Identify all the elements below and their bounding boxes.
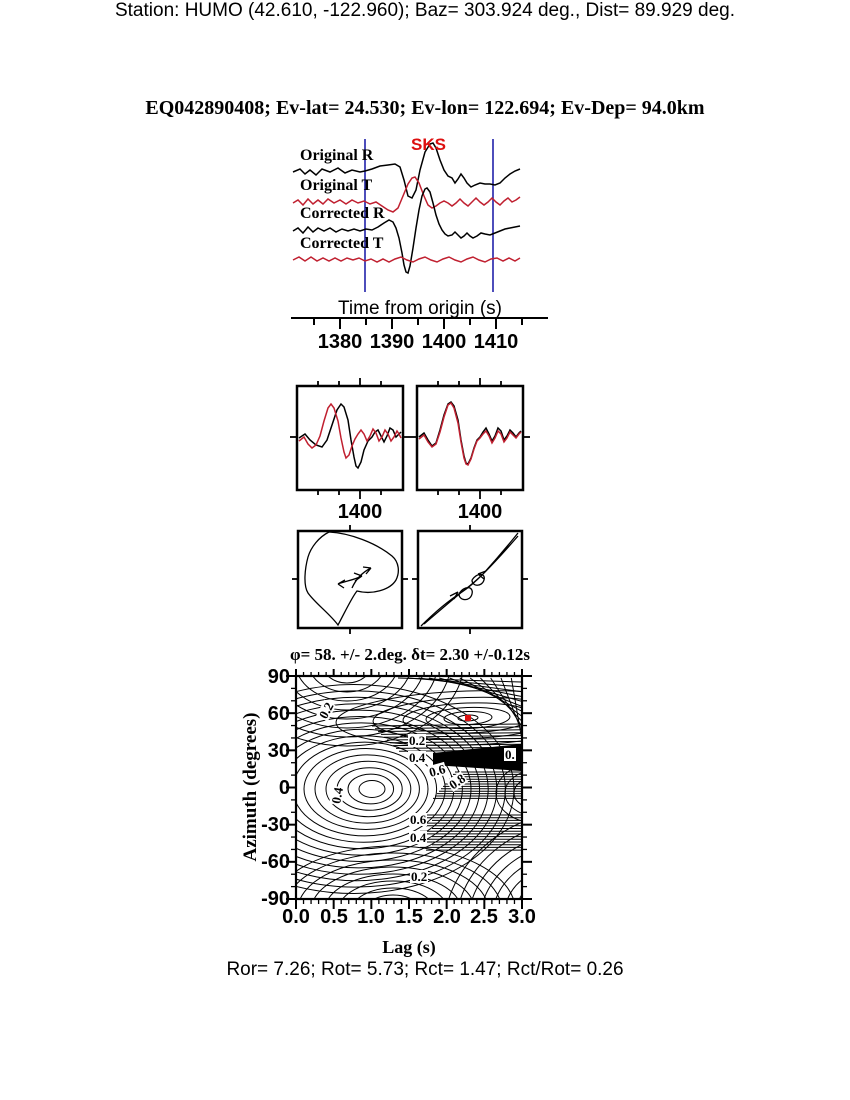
contour-ylabel: Azimuth (degrees) xyxy=(240,712,261,862)
x-tick-10: 1.0 xyxy=(357,906,385,928)
station-line: Station: HUMO (42.610, -122.960); Baz= 303.924 deg., Dist= 89.929 deg. xyxy=(114,0,735,21)
trace-label-corrected-r: Corrected R xyxy=(300,205,385,222)
time-tick-1400: 1400 xyxy=(421,331,467,353)
comparison-left-tick: 1400 xyxy=(337,501,383,523)
corrected-t-trace xyxy=(293,257,520,262)
comparison-corrected-box xyxy=(410,378,530,499)
trace-label-original-t: Original T xyxy=(300,177,373,194)
time-axis-label: Time from origin (s) xyxy=(338,298,502,319)
trace-label-original-r: Original R xyxy=(300,147,374,164)
comparison-right-tick: 1400 xyxy=(457,501,503,523)
contour-label-04-left: 0.4 xyxy=(328,786,346,805)
x-tick-05: 0.5 xyxy=(320,906,348,928)
slow-pulse-uncorrected xyxy=(299,404,401,468)
contour-label-06-upper: 0.6 xyxy=(427,761,447,780)
contour-family-bottomright xyxy=(408,774,681,1036)
particle-motion-corrected-box xyxy=(412,525,528,634)
contour-label-0-edge: 0. xyxy=(505,747,515,762)
time-tick-1410: 1410 xyxy=(473,331,519,353)
time-tick-1390: 1390 xyxy=(369,331,415,353)
x-tick-15: 1.5 xyxy=(395,906,423,928)
contour-label-06-lower: 0.6 xyxy=(410,812,427,827)
phase-label: SKS xyxy=(411,135,446,154)
hodogram-linear xyxy=(421,533,518,626)
y-tick-m90: -90 xyxy=(261,888,290,910)
contour-family-rightedge xyxy=(496,763,578,823)
x-tick-25: 2.5 xyxy=(470,906,498,928)
best-fit-marker xyxy=(465,715,471,721)
x-tick-00: 0.0 xyxy=(282,906,310,928)
contour-label-04-upper: 0.4 xyxy=(409,750,426,765)
contour-band-mid xyxy=(433,772,521,798)
station-header xyxy=(0,0,850,22)
contour-label-02-bottom: 0.2 xyxy=(411,869,428,884)
contour-label-08: 0.8 xyxy=(446,770,469,793)
x-tick-20: 2.0 xyxy=(433,906,461,928)
event-line: EQ042890408; Ev-lat= 24.530; Ev-lon= 122.694; Ev-Dep= 94.0km xyxy=(145,97,705,119)
particle-motion-original-box xyxy=(292,525,408,634)
trace-label-corrected-t: Corrected T xyxy=(300,235,384,252)
contour-title: φ= 58. +/- 2.deg. δt= 2.30 +/-0.12s xyxy=(290,645,530,664)
contour-label-04-lower: 0.4 xyxy=(410,830,427,845)
x-tick-30: 3.0 xyxy=(508,906,536,928)
hodogram-knots xyxy=(450,571,486,600)
time-tick-1380: 1380 xyxy=(317,331,363,353)
y-tick-90: 90 xyxy=(267,666,290,688)
y-tick-60: 60 xyxy=(267,703,290,725)
hodogram-elliptical xyxy=(305,532,398,625)
y-tick-30: 30 xyxy=(267,740,290,762)
hodogram-inner-squiggle xyxy=(338,567,371,588)
slow-pulse-corrected xyxy=(419,402,521,464)
energy-ratio-line: Ror= 7.26; Rot= 5.73; Rct= 1.47; Rct/Rot= 0.26 xyxy=(226,959,624,980)
contour-xlabel: Lag (s) xyxy=(382,937,436,957)
contour-label-02-topleft: 0.2 xyxy=(315,699,337,722)
fast-pulse-corrected xyxy=(419,403,521,465)
comparison-uncorrected-box xyxy=(290,378,410,499)
y-tick-m30: -30 xyxy=(261,814,290,836)
y-tick-0: 0 xyxy=(278,777,290,799)
contour-label-02-upper: 0.2 xyxy=(409,733,426,748)
y-tick-m60: -60 xyxy=(261,851,290,873)
